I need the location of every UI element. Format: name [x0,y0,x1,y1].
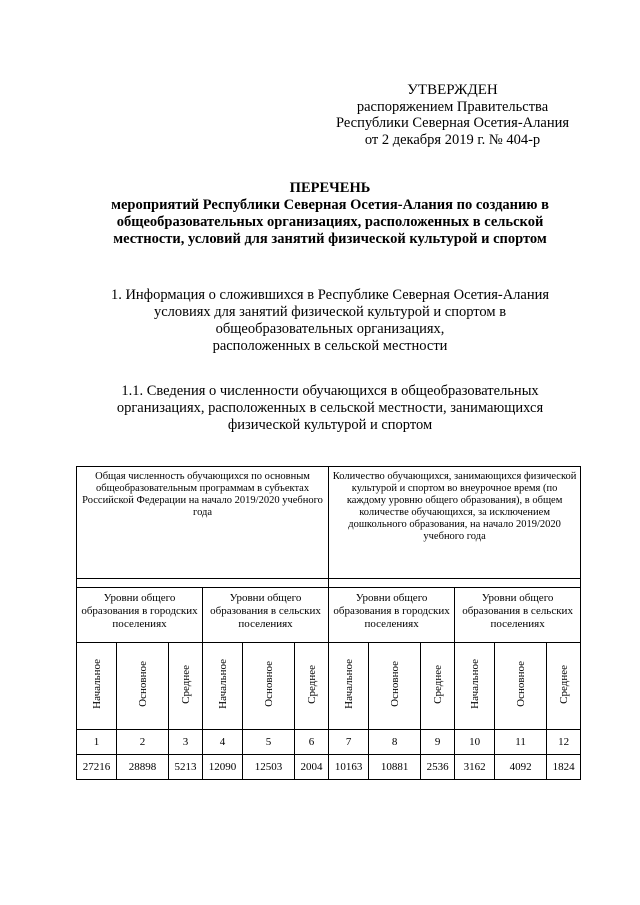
students-table [76,466,581,780]
column-number: 6 [295,730,329,755]
subgroup-header: Уровни общего образования в городских поселениях [329,588,455,643]
level-header-cell [169,643,203,730]
level-header-cell [421,643,455,730]
level-header-cell [117,643,169,730]
level-header-cell [329,643,369,730]
level-header: Начальное [90,659,103,709]
section-heading-line: организациях, расположенных в сельской местности, занимающихся [116,400,544,416]
level-header: Среднее [557,664,570,704]
level-header: Основное [388,661,401,707]
column-number: 3 [169,730,203,755]
approval-title: УТВЕРЖДЕН [407,82,498,98]
approval-date-line: от 2 декабря 2019 г. № 404-р [364,131,541,148]
level-header: Основное [514,661,527,707]
document-title-line: общеобразовательных организациях, расположенных в сельской [116,214,544,230]
value-cell: 2004 [295,755,329,780]
level-header: Среднее [431,664,444,704]
value-cell: 4092 [495,755,547,780]
column-number: 9 [421,730,455,755]
level-header-cell [203,643,243,730]
level-header: Начальное [216,659,229,709]
column-number: 4 [203,730,243,755]
section-heading-line: 1. Информация о сложившихся в Республике Северная Осетия-Алания [110,287,550,303]
value-cell: 27216 [77,755,117,780]
section-1-1-heading [60,383,600,434]
level-header-cell [243,643,295,730]
column-number: 2 [117,730,169,755]
level-header-cell [455,643,495,730]
value-cell: 12090 [203,755,243,780]
level-header-cell [295,643,329,730]
table-row [77,755,581,780]
document-title [60,180,600,248]
column-number: 7 [329,730,369,755]
approval-line: распоряжением Правительства [356,98,549,115]
level-header: Начальное [468,659,481,709]
approval-line: Республики Северная Осетия-Алания [335,115,570,131]
level-header: Основное [262,661,275,707]
value-cell: 12503 [243,755,295,780]
column-number: 8 [369,730,421,755]
level-header: Среднее [179,664,192,704]
value-cell: 3162 [455,755,495,780]
document-heading: ПЕРЕЧЕНЬ [289,180,371,196]
level-header-cell [77,643,117,730]
subgroup-header: Уровни общего образования в городских поселениях [77,588,203,643]
value-cell: 28898 [117,755,169,780]
value-cell: 5213 [169,755,203,780]
column-number: 10 [455,730,495,755]
level-header: Среднее [305,664,318,704]
section-heading-line: физической культурой и спортом [227,417,433,433]
level-header-cell [495,643,547,730]
table-spacer-cell [329,579,581,588]
section-heading-line: расположенных в сельской местности [212,338,448,354]
value-cell: 2536 [421,755,455,780]
subgroup-header: Уровни общего образования в сельских поселениях [455,588,581,643]
level-header: Основное [136,661,149,707]
level-header-cell [369,643,421,730]
section-heading-line: общеобразовательных организациях, [215,321,445,337]
group-header-total: Общая численность обучающихся по основным общеобразовательным программам в субъектах Российской Федерации на начало 2019/2020 учебного года [77,467,329,579]
document-title-line: мероприятий Республики Северная Осетия-Алания по созданию в [111,197,549,213]
level-header: Начальное [342,659,355,709]
section-heading-line: 1.1. Сведения о численности обучающихся в общеобразовательных [121,383,539,399]
level-header-cell [547,643,581,730]
value-cell: 10881 [369,755,421,780]
section-1-heading [60,287,600,355]
document-title-line: местности, условий для занятий физической культурой и спортом [113,231,547,247]
column-number: 12 [547,730,581,755]
table-spacer-cell [77,579,329,588]
column-number: 5 [243,730,295,755]
column-number: 1 [77,730,117,755]
approval-block [300,82,605,148]
subgroup-header: Уровни общего образования в сельских поселениях [203,588,329,643]
column-number: 11 [495,730,547,755]
value-cell: 10163 [329,755,369,780]
group-header-sports: Количество обучающихся, занимающихся физической культурой и спортом во внеурочное время (по каждому уровню общего образования), в общем количестве обучающихся, за исключением дошкольного образования, на начало 2019/2020 учебного года [329,467,581,579]
section-heading-line: условиях для занятий физической культурой и спортом в [153,304,507,320]
value-cell: 1824 [547,755,581,780]
column-number-row [77,730,581,755]
